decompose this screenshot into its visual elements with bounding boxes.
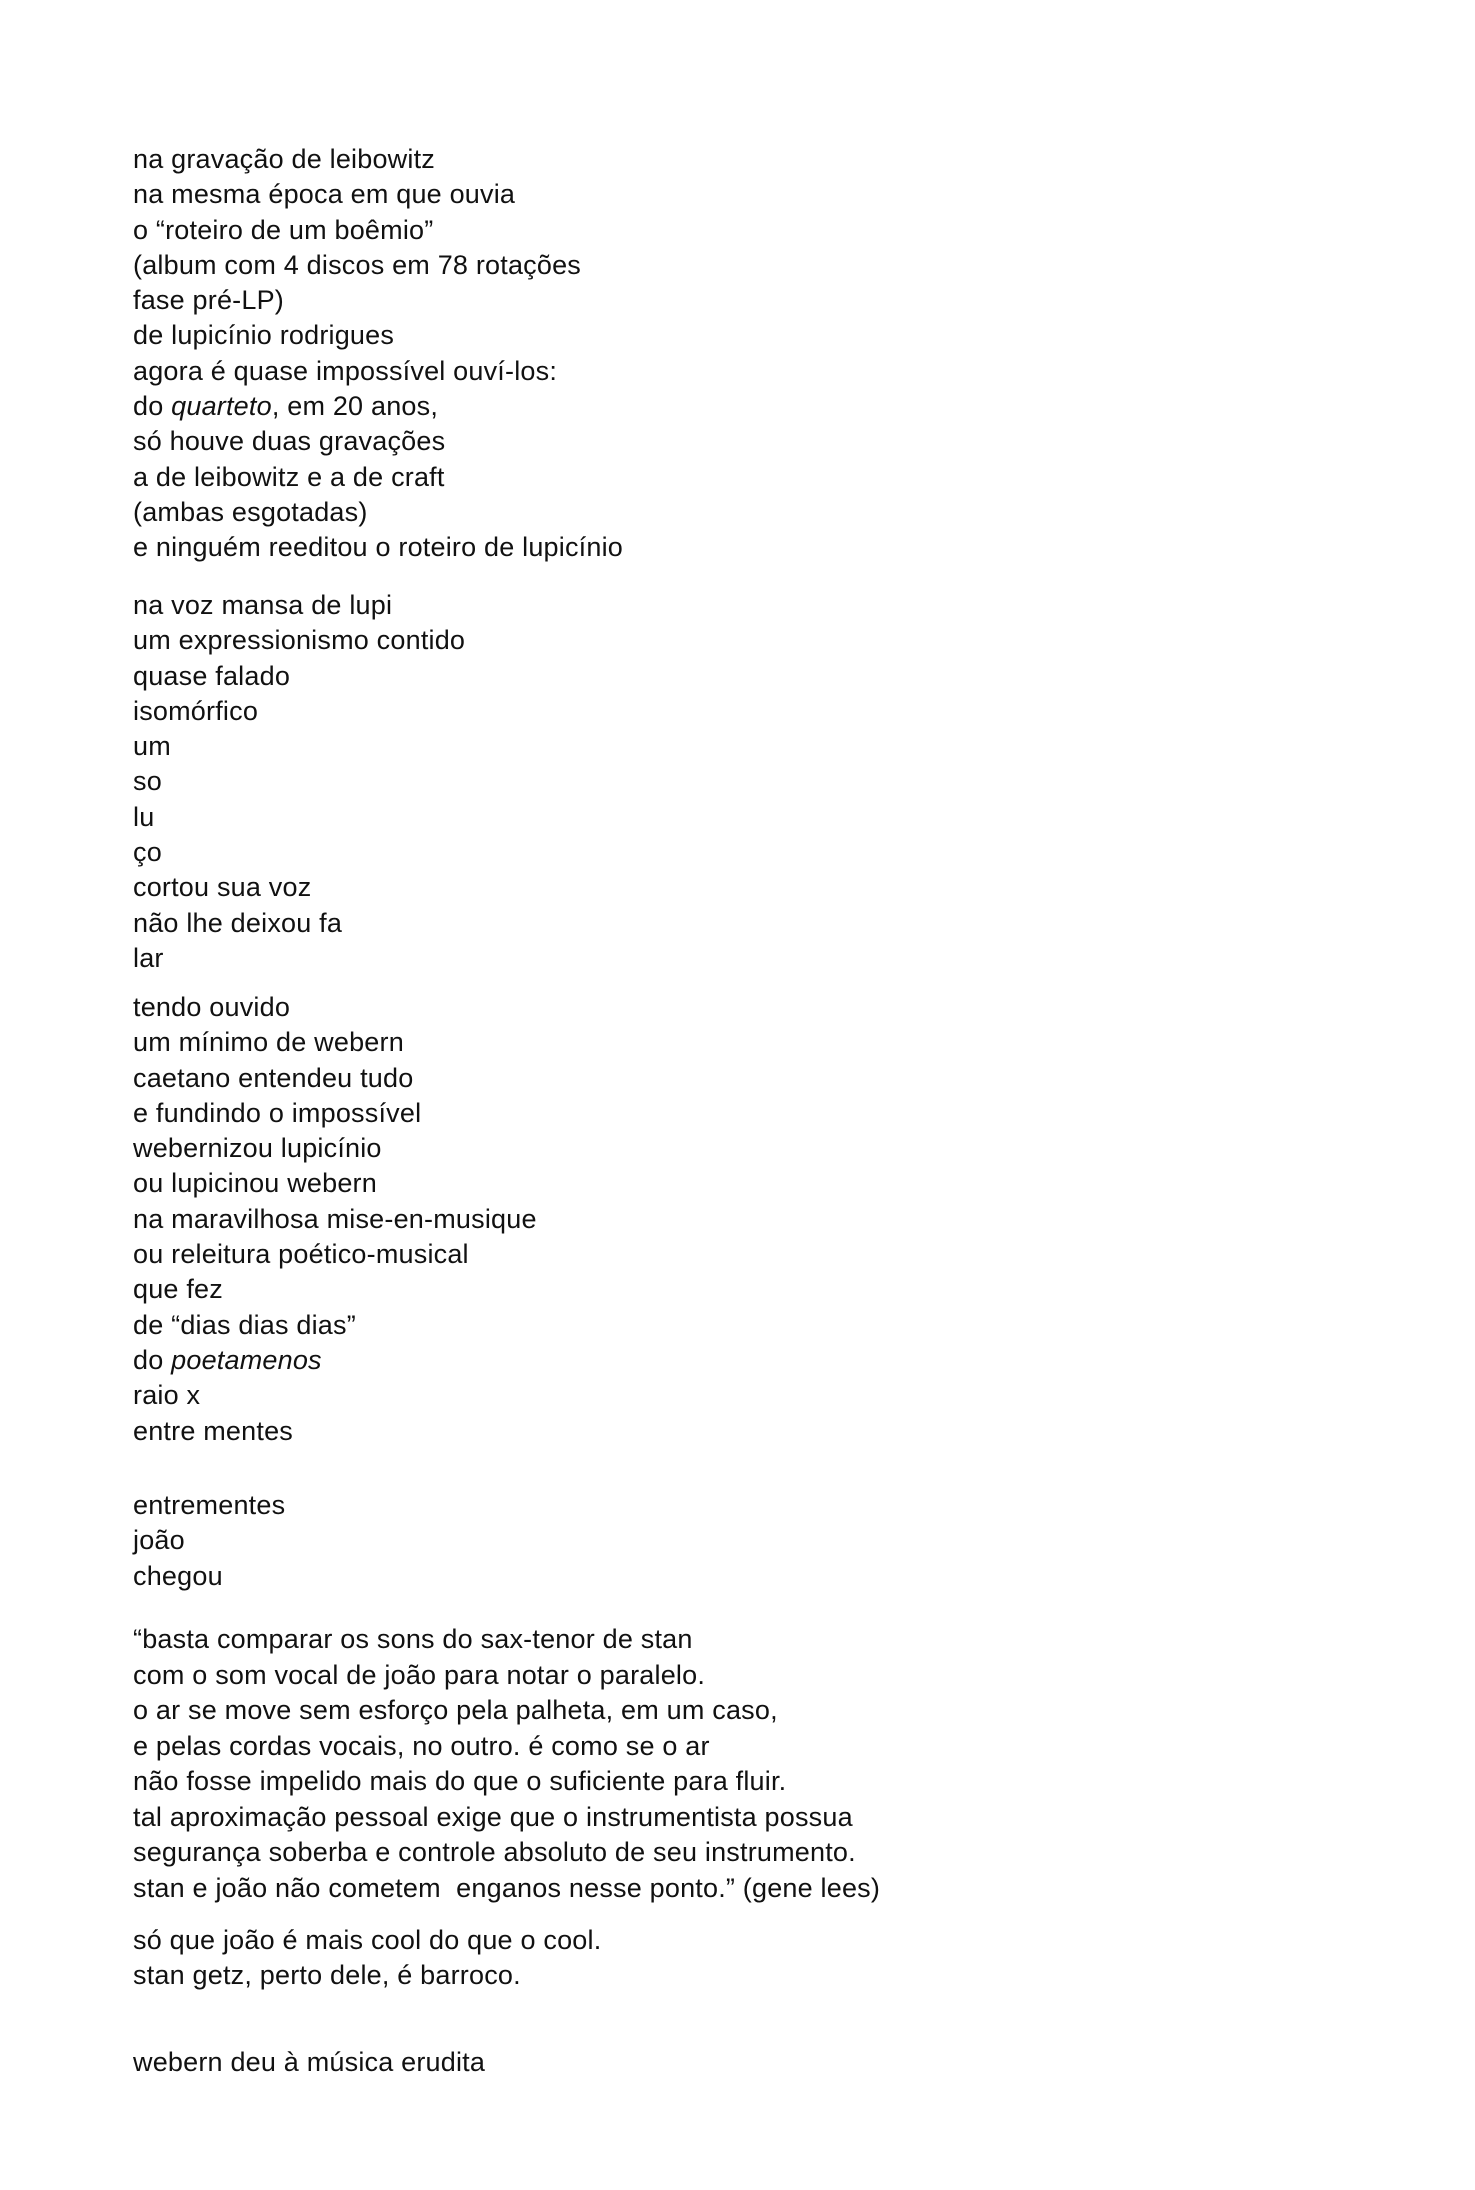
poem-line: caetano entendeu tudo — [133, 1062, 414, 1093]
poem-line: isomórfico — [133, 695, 259, 726]
poem-line: “basta comparar os sons do sax-tenor de stan — [133, 1624, 693, 1654]
poem-line: (ambas esgotadas) — [133, 496, 368, 527]
stanza-2 — [133, 588, 465, 976]
poem-line: lu — [133, 801, 155, 832]
poem-line: e pelas cordas vocais, no outro. é como se o ar — [133, 1730, 710, 1761]
poem-line: ou lupicinou webern — [133, 1168, 377, 1199]
poem-line: o “roteiro de um boêmio” — [133, 214, 434, 245]
poem-line: fase pré-LP) — [133, 285, 284, 316]
poem-line: um expressionismo contido — [133, 625, 466, 656]
poem-line: webernizou lupicínio — [133, 1133, 382, 1164]
poem-line: tendo ouvido — [133, 992, 291, 1022]
poem-line: de lupicínio rodrigues — [133, 320, 395, 351]
italic-title: poetamenos — [171, 1344, 322, 1375]
stanza-3 — [133, 990, 537, 1449]
stanza-7 — [133, 2045, 485, 2080]
poem-line: não lhe deixou fa — [133, 907, 343, 938]
poem-line: raio x — [133, 1380, 201, 1411]
poem-line: stan e joão não cometem enganos nesse ponto.” (gene lees) — [133, 1872, 881, 1903]
poem-line: com o som vocal de joão para notar o paralelo. — [133, 1659, 706, 1690]
poem-line: tal aproximação pessoal exige que o instrumentista possua — [133, 1801, 853, 1832]
poem-line: um — [133, 731, 171, 762]
poem-line: webern deu à música erudita — [133, 2047, 486, 2077]
poem-line: na voz mansa de lupi — [133, 590, 393, 620]
poem-line: um mínimo de webern — [133, 1027, 404, 1058]
poem-line: e ninguém reeditou o roteiro de lupicínio — [133, 532, 624, 563]
stanza-6 — [133, 1923, 601, 1994]
poem-line: de “dias dias dias” — [133, 1309, 356, 1340]
stanza-5-quotation — [133, 1622, 880, 1906]
poem-line: que fez — [133, 1274, 223, 1305]
stanza-1 — [133, 142, 623, 566]
poem-line — [133, 389, 623, 424]
poem-line: (album com 4 discos em 78 rotações — [133, 249, 581, 280]
poem-line: chegou — [133, 1560, 223, 1591]
poem-line: entrementes — [133, 1490, 286, 1520]
poem-line: ou releitura poético-musical — [133, 1239, 469, 1270]
poem-line: só houve duas gravações — [133, 426, 446, 457]
poem-line: e fundindo o impossível — [133, 1097, 422, 1128]
poem-line: na mesma época em que ouvia — [133, 179, 516, 210]
poem-line: so — [133, 766, 162, 797]
poem-line: só que joão é mais cool do que o cool. — [133, 1925, 602, 1955]
poem-line: segurança soberba e controle absoluto de seu instrumento. — [133, 1837, 856, 1867]
poem-line: ço — [133, 837, 162, 868]
poem-line: na maravilhosa mise-en-musique — [133, 1203, 537, 1234]
line-text: do — [133, 391, 172, 422]
poem-line: quase falado — [133, 660, 291, 691]
poem-line — [133, 1343, 537, 1378]
poem-line: joão — [133, 1525, 185, 1556]
poem-line: agora é quase impossível ouví-los: — [133, 355, 558, 386]
stanza-4 — [133, 1488, 285, 1594]
poem-line: a de leibowitz e a de craft — [133, 461, 445, 492]
poem-line: na gravação de leibowitz — [133, 144, 435, 174]
poem-line: stan getz, perto dele, é barroco. — [133, 1960, 521, 1991]
italic-title: quarteto — [171, 391, 272, 422]
poem-line: o ar se move sem esforço pela palheta, em um caso, — [133, 1695, 778, 1725]
line-text: do — [133, 1344, 172, 1375]
poem-line: não fosse impelido mais do que o suficiente para fluir. — [133, 1766, 787, 1796]
poem-line: lar — [133, 942, 164, 973]
poem-line: entre mentes — [133, 1415, 293, 1446]
poem-line: cortou sua voz — [133, 872, 312, 903]
line-text: , em 20 anos, — [271, 391, 439, 422]
